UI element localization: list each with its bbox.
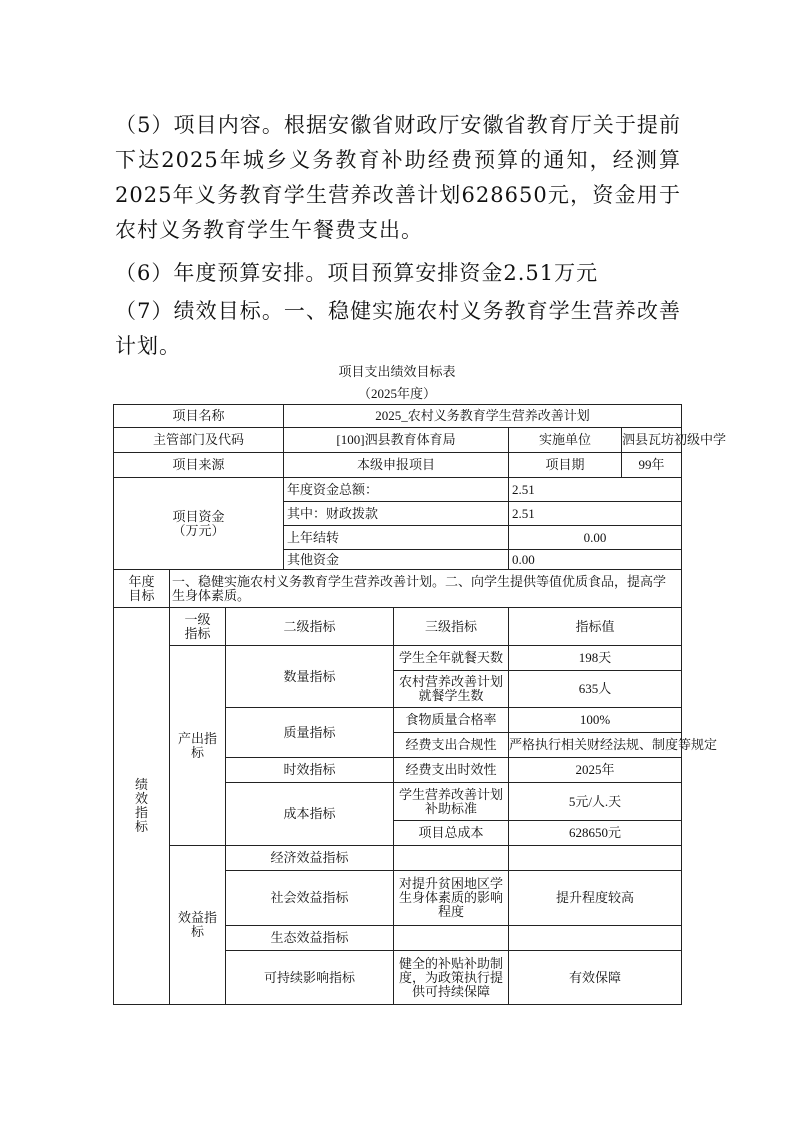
period-label: 项目期	[509, 453, 622, 478]
impl-unit-value: 泗县瓦坊初级中学	[622, 428, 682, 453]
impl-unit-label: 实施单位	[509, 428, 622, 453]
econ-indicator-name	[394, 846, 509, 871]
time-indicator-label: 时效指标	[226, 758, 394, 783]
meal-days-value: 198天	[509, 646, 682, 671]
funds-carry-value: 0.00	[509, 526, 682, 550]
quality-indicator-label: 质量指标	[226, 708, 394, 758]
dept-label: 主管部门及代码	[114, 428, 284, 453]
output-indicator-label: 产出指 标	[170, 646, 226, 846]
eco-indicator-value	[509, 926, 682, 951]
budget-paragraph: （6）年度预算安排。项目预算安排资金2.51万元	[115, 261, 599, 285]
project-name-label: 项目名称	[114, 405, 284, 428]
period-value: 99年	[622, 453, 682, 478]
food-quality-name: 食物质量合格率	[394, 708, 509, 733]
eco-indicator-name	[394, 926, 509, 951]
project-name-value: 2025_农村义务教育学生营养改善计划	[284, 405, 682, 428]
quantity-indicator-label: 数量指标	[226, 646, 394, 708]
social-impact-name: 对提升贫困地区学 生身体素质的影响 程度	[394, 871, 509, 926]
social-indicator-label: 社会效益指标	[226, 871, 394, 926]
subsidy-standard-value: 5元/人.天	[509, 783, 682, 821]
funds-other-value: 0.00	[509, 550, 682, 570]
header-value: 指标值	[509, 608, 682, 646]
funds-fiscal-label: 其中：财政拨款	[284, 502, 509, 526]
funds-total-label: 年度资金总额：	[284, 478, 509, 502]
social-impact-value: 提升程度较高	[509, 871, 682, 926]
student-count-value: 635人	[509, 671, 682, 708]
meal-days-name: 学生全年就餐天数	[394, 646, 509, 671]
compliance-value: 严格执行相关财经法规、制度等规定	[509, 733, 682, 758]
total-cost-name: 项目总成本	[394, 821, 509, 846]
goal-paragraph: （7）绩效目标。一、稳健实施农村义务教育学生营养改善计划。	[115, 299, 681, 358]
funds-label: 项目资金 （万元）	[114, 478, 284, 570]
perf-indicator-label: 绩 效 指 标	[114, 608, 170, 1005]
funds-carry-label: 上年结转	[284, 526, 509, 550]
timeliness-value: 2025年	[509, 758, 682, 783]
table-year-caption: （2025年度）	[357, 386, 436, 401]
timeliness-name: 经费支出时效性	[394, 758, 509, 783]
header-level2: 二级指标	[226, 608, 394, 646]
compliance-name: 经费支出合规性	[394, 733, 509, 758]
performance-target-table	[113, 404, 727, 1005]
cost-indicator-label: 成本指标	[226, 783, 394, 846]
annual-goal-label: 年度 目标	[114, 570, 170, 608]
econ-indicator-label: 经济效益指标	[226, 846, 394, 871]
econ-indicator-value	[509, 846, 682, 871]
subsidy-standard-name: 学生营养改善计划 补助标准	[394, 783, 509, 821]
source-label: 项目来源	[114, 453, 284, 478]
header-level3: 三级指标	[394, 608, 509, 646]
dept-value: [100]泗县教育体育局	[284, 428, 509, 453]
annual-goal-value: 一、稳健实施农村义务教育学生营养改善计划。二、向学生提供等值优质食品，提高学生身体素质。	[170, 570, 682, 608]
header-level1: 一级 指标	[170, 608, 226, 646]
effect-indicator-label: 效益指 标	[170, 846, 226, 1005]
funds-total-value: 2.51	[509, 478, 682, 502]
sustain-impact-name: 健全的补贴补助制 度，为政策执行提 供可持续保障	[394, 951, 509, 1005]
food-quality-value: 100%	[509, 708, 682, 733]
table-caption: 项目支出绩效目标表	[338, 364, 456, 379]
project-content-paragraph: （5）项目内容。根据安徽省财政厅安徽省教育厅关于提前下达2025年城乡义务教育补助经费预算的通知，经测算2025年义务教育学生营养改善计划628650元，资金用于农村义务教育学生午餐费支出。	[115, 113, 681, 242]
sustain-indicator-label: 可持续影响指标	[226, 951, 394, 1005]
total-cost-value: 628650元	[509, 821, 682, 846]
sustain-impact-value: 有效保障	[509, 951, 682, 1005]
funds-other-label: 其他资金	[284, 550, 509, 570]
eco-indicator-label: 生态效益指标	[226, 926, 394, 951]
student-count-name: 农村营养改善计划 就餐学生数	[394, 671, 509, 708]
source-value: 本级申报项目	[284, 453, 509, 478]
funds-fiscal-value: 2.51	[509, 502, 682, 526]
